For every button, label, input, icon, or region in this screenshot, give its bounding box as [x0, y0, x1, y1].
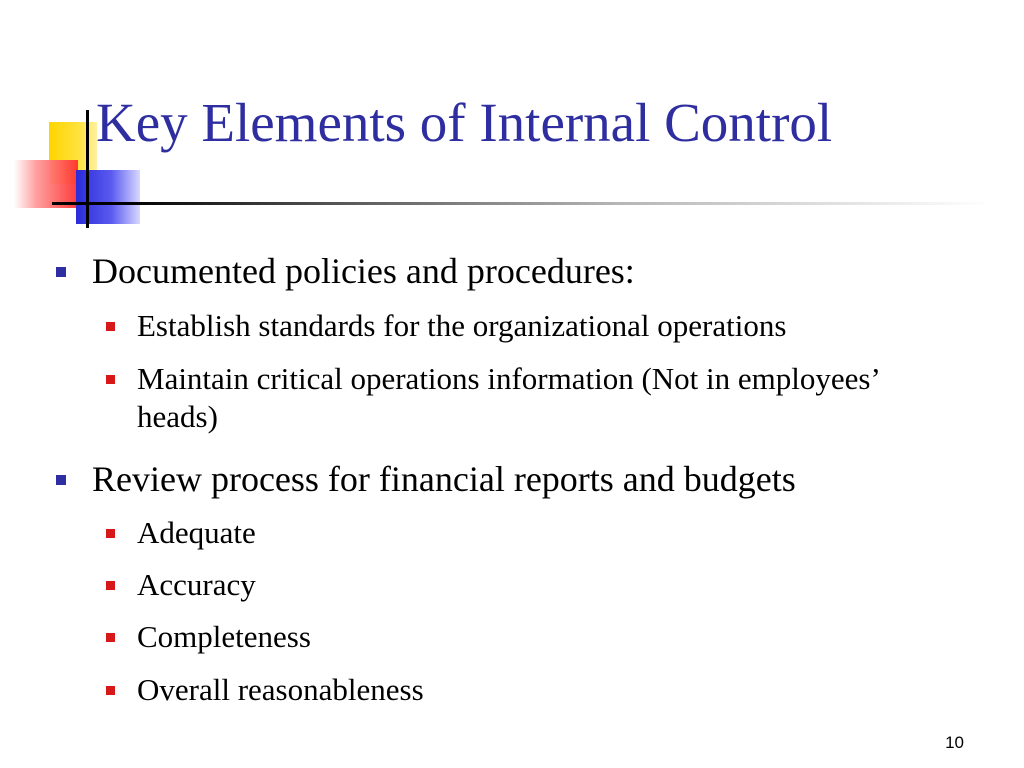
- bullet-text: Accuracy: [137, 567, 256, 602]
- square-bullet-icon: [106, 375, 115, 384]
- bullet-item-level2: [137, 566, 256, 604]
- bullet-text: Completeness: [137, 619, 311, 654]
- square-bullet-icon: [56, 475, 66, 485]
- bullet-item-level1: [92, 249, 635, 293]
- bullet-text: Adequate: [137, 515, 256, 550]
- bullet-text: Documented policies and procedures:: [92, 251, 635, 291]
- bullet-text: Maintain critical operations information (Not in employees’ heads): [137, 361, 879, 434]
- page-number: 10: [945, 733, 964, 752]
- bullet-text: Review process for financial reports and budgets: [92, 459, 796, 499]
- square-bullet-icon: [56, 267, 66, 277]
- square-bullet-icon: [106, 529, 115, 538]
- square-bullet-icon: [106, 686, 115, 695]
- bullet-item-level1: [92, 457, 796, 501]
- bullet-item-level2: [137, 360, 927, 436]
- bullet-item-level2: [137, 618, 311, 656]
- bullet-item-level2: [137, 671, 424, 709]
- bullet-item-level2: [137, 307, 987, 345]
- slide-title: Key Elements of Internal Control: [96, 92, 833, 153]
- square-bullet-icon: [106, 581, 115, 590]
- bullet-item-level2: [137, 514, 256, 552]
- square-bullet-icon: [106, 322, 115, 331]
- square-bullet-icon: [106, 633, 115, 642]
- bullet-text: Establish standards for the organizational operations: [137, 308, 787, 343]
- bullet-text: Overall reasonableness: [137, 672, 424, 707]
